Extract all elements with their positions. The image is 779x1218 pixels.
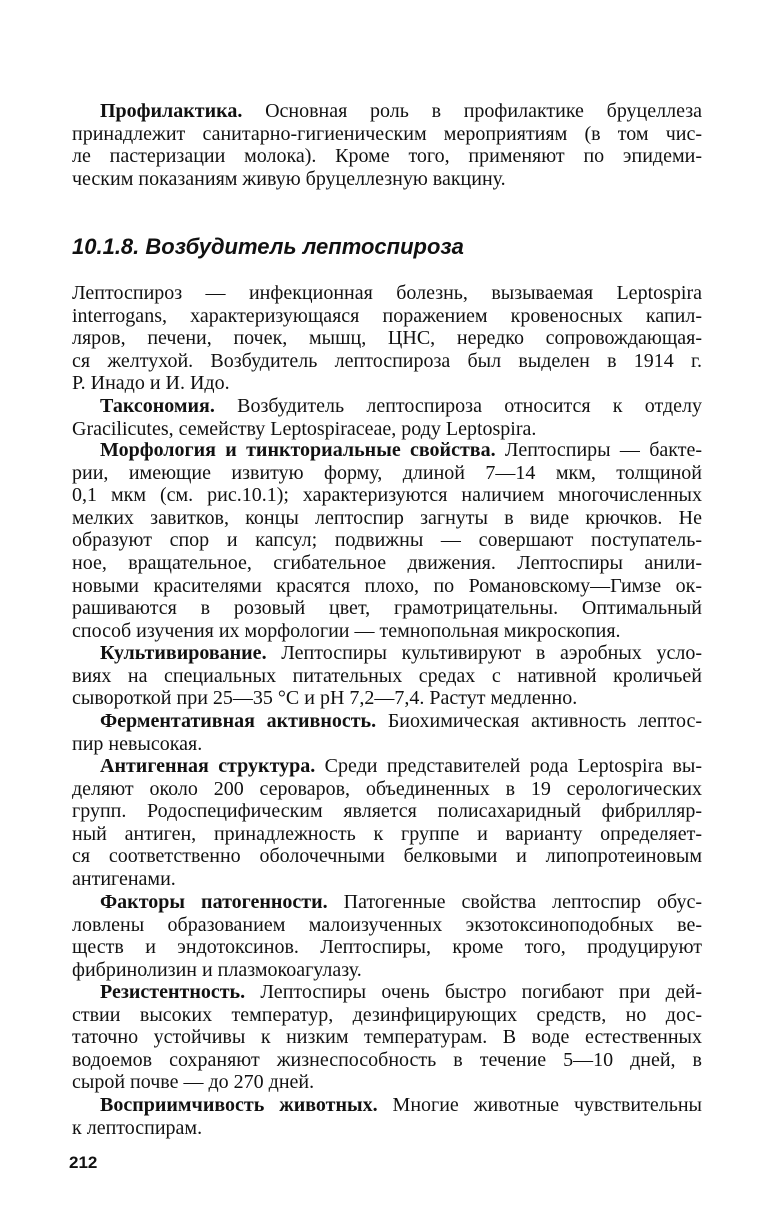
- paragraph-line: Морфология и тинкториальные свойства. Лептоспиры — бакте-: [100, 439, 702, 461]
- paragraph-line: Лептоспироз — инфекционная болезнь, вызываемая Leptospira: [72, 282, 702, 304]
- paragraph-line: ный антиген, принадлежность к группе и варианту определяет-: [72, 822, 702, 845]
- paragraph-line: 0,1 мкм (см. рис.10.1); характеризуются наличием многочисленных: [72, 484, 702, 507]
- paragraph-line: Восприимчивость животных. Многие животные чувствительны: [100, 1094, 702, 1116]
- paragraph-line: Антигенная структура. Среди представителей рода Leptospira вы-: [100, 755, 703, 777]
- paragraph-line: новыми красителями красятся плохо, по Романовскому—Гимзе ок-: [72, 574, 702, 597]
- paragraph-line: Таксономия. Возбудитель лептоспироза относится к отделу: [100, 395, 702, 417]
- paragraph-prophylaxis: [72, 100, 702, 190]
- paragraph-line: Резистентность. Лептоспиры очень быстро погибают при дей-: [100, 981, 702, 1003]
- paragraph-line: Р. Инадо и И. Идо.: [72, 372, 230, 395]
- paragraph-enzymatic: [72, 710, 702, 755]
- paragraph-morphology: [72, 439, 702, 642]
- paragraph-line: Профилактика. Основная роль в профилактике бруцеллеза: [100, 100, 702, 122]
- paragraph-line: сывороткой при 25—35 °С и рН 7,2—7,4. Растут медленно.: [72, 687, 578, 710]
- paragraph-line: способ изучения их морфологии — темнопольная микроскопия.: [72, 619, 621, 642]
- paragraph-line: рии, имеющие извитую форму, длиной 7—14 мкм, толщиной: [72, 461, 702, 484]
- paragraph-line: образуют спор и капсул; подвижны — совершают поступатель-: [72, 529, 702, 552]
- paragraph-line: антигенами.: [72, 867, 176, 890]
- paragraph-term: Таксономия.: [100, 395, 215, 417]
- paragraph-line: Gracilicutes, семейству Leptospiraceae, роду Leptospira.: [72, 417, 537, 440]
- paragraph-line: мелких завитков, концы лептоспир загнуты в виде крючков. Не: [72, 506, 702, 529]
- paragraph-line: виях на специальных питательных средах с нативной кроличьей: [72, 664, 702, 687]
- paragraph-line: ловлены образованием малоизученных экзотоксиноподобных ве-: [72, 913, 702, 936]
- paragraph-pathogenicity: [72, 891, 702, 981]
- paragraph-line: ствии высоких температур, дезинфицирующих средств, но дос-: [72, 1003, 702, 1026]
- paragraph-line: ся соответственно оболочечными белковыми и липопротеиновым: [72, 845, 702, 868]
- section-heading: 10.1.8. Возбудитель лептоспироза: [72, 234, 464, 259]
- paragraph-term: Резистентность.: [100, 981, 246, 1003]
- paragraph-term: Факторы патогенности.: [100, 891, 328, 913]
- paragraph-line: Факторы патогенности. Патогенные свойства лептоспир обус-: [100, 891, 702, 913]
- paragraph-taxonomy: [72, 395, 702, 440]
- page-number: 212: [69, 1153, 98, 1172]
- paragraph-cultivation: [72, 642, 702, 710]
- paragraph-line: водоемов сохраняют жизнеспособность в течение 5—10 дней, в: [72, 1048, 702, 1071]
- paragraph-line: interrogans, характеризующаяся поражением кровеносных капил-: [72, 304, 702, 327]
- paragraph-line: принадлежит санитарно-гигиеническим мероприятиям (в том чис-: [72, 122, 702, 145]
- paragraph-resistance: [72, 981, 702, 1094]
- paragraph-term: Морфология и тинкториальные свойства.: [100, 439, 496, 461]
- paragraph-line: деляют около 200 сероваров, объединенных в 19 серологических: [72, 777, 702, 800]
- paragraph-line: ся желтухой. Возбудитель лептоспироза был выделен в 1914 г.: [72, 349, 702, 372]
- paragraph-term: Антигенная структура.: [100, 755, 316, 777]
- paragraph-line: групп. Родоспецифическим является полисахаридный фибрилляр-: [72, 800, 702, 823]
- paragraph-term: Восприимчивость животных.: [100, 1094, 378, 1116]
- paragraph-line: фибринолизин и плазмокоагулазу.: [72, 958, 362, 981]
- paragraph-line: пир невысокая.: [72, 732, 203, 755]
- paragraph-line: таточно устойчивы к низким температурам. В воде естественных: [72, 1026, 702, 1049]
- paragraph-term: Ферментативная активность.: [100, 710, 377, 732]
- paragraph-line: ществ и эндотоксинов. Лептоспиры, кроме того, продуцируют: [72, 936, 702, 959]
- paragraph-line: к лептоспирам.: [72, 1116, 203, 1139]
- paragraph-term: Профилактика.: [100, 100, 243, 122]
- paragraph-line: сырой почве — до 270 дней.: [72, 1071, 315, 1094]
- paragraph-term: Культивирование.: [100, 642, 267, 664]
- paragraph-line: ное, вращательное, сгибательное движения. Лептоспиры анили-: [72, 551, 702, 574]
- paragraph-line: ческим показаниям живую бруцеллезную вакцину.: [72, 167, 506, 190]
- paragraph-line: ляров, печени, почек, мышц, ЦНС, нередко сопровождающая-: [72, 327, 702, 350]
- paragraph-susceptibility: [72, 1094, 702, 1139]
- paragraph-line: Культивирование. Лептоспиры культивируют в аэробных усло-: [100, 642, 702, 664]
- paragraph-line: ле пастеризации молока). Кроме того, применяют по эпидеми-: [72, 145, 702, 168]
- paragraph-line: Ферментативная активность. Биохимическая активность лептос-: [100, 710, 703, 732]
- paragraph-antigenic: [72, 755, 702, 891]
- paragraph-line: рашиваются в розовый цвет, грамотрицательны. Оптимальный: [72, 597, 702, 620]
- paragraph-intro: [72, 282, 702, 395]
